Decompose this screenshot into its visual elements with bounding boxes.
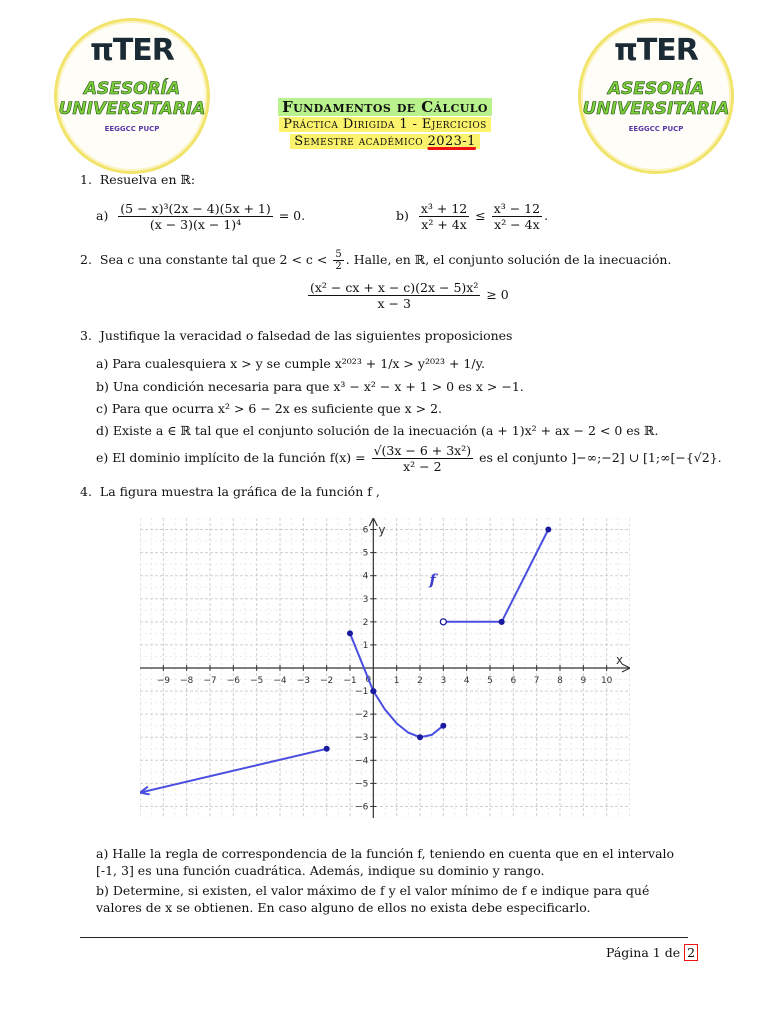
page-total-link[interactable]: 2 (684, 944, 698, 961)
x-tick-label: 1 (393, 676, 400, 686)
logo-brand: πTER (614, 33, 698, 68)
q3-b: b) Una condición necesaria para que x³ − x² − x + 1 > 0 es x > −1. (96, 379, 524, 394)
x-tick-label: −3 (296, 676, 310, 686)
logo-sub: EEGGCC PUCP (104, 125, 160, 133)
closed-point (545, 527, 551, 533)
y-tick-label: 6 (362, 525, 369, 536)
logo-sub: EEGGCC PUCP (628, 125, 684, 133)
y-tick-label: −2 (355, 710, 369, 721)
x-tick-label: −6 (226, 676, 240, 686)
q4-statement: 4. La figura muestra la gráfica de la función f , (80, 484, 380, 499)
logo-line1: ASESORÍA (607, 79, 705, 99)
q1-statement: 1. Resuelva en ℝ: (80, 172, 196, 187)
y-tick-label: −1 (355, 687, 369, 698)
logo-line2: UNIVERSITARIA (582, 99, 730, 119)
x-tick-label: −7 (203, 676, 217, 686)
q4-a: a) Halle la regla de correspondencia de la función f, teniendo en cuenta que en el intervalo [-1, 3] es una función cuadrática. Además, indique su dominio y rango. (96, 846, 675, 878)
x-tick-label: −1 (343, 676, 357, 686)
closed-point (324, 746, 330, 752)
x-tick-label: −9 (156, 676, 170, 686)
y-tick-label: −4 (355, 756, 369, 767)
x-tick-label: 3 (440, 676, 447, 686)
page-number: Página 1 de 2 (606, 944, 698, 961)
x-tick-label: 2 (417, 676, 423, 686)
q2-statement: 2. Sea c una constante tal que 2 < c < $\frac{5}{2}$ . Halle, en ℝ, el conjunto solución de la inecuación. (80, 249, 672, 272)
closed-point (440, 723, 446, 729)
closed-point (370, 688, 376, 694)
logo-left (54, 18, 210, 174)
y-tick-label: 2 (362, 617, 369, 628)
q3-c: c) Para que ocurra x² > 6 − 2x es suficiente que x > 2. (96, 401, 443, 416)
y-tick-label: 3 (362, 594, 369, 605)
q3-d: d) Existe a ∈ ℝ tal que el conjunto solución de la inecuación (a + 1)x² + ax − 2 < 0 es ℝ. (96, 423, 659, 438)
q1-a: a) $\frac{\text{(5 − x)³(2x − 4)(5x + 1)}}{\text{(x − 3)(x − 1)⁴}}$ = 0. (96, 201, 306, 232)
x-tick-label: 8 (557, 676, 563, 686)
logo-brand: πTER (90, 33, 174, 68)
doc-semester: Semestre académico 2023-1 (240, 134, 530, 149)
q2-inequality: $\frac{\text{(x² − cx + x − c)(2x − 5)x²}}{x - 3}$ ≥ 0 (310, 280, 509, 311)
x-axis-label: x (616, 653, 624, 667)
y-axis-label: y (378, 523, 386, 537)
function-label: f (429, 570, 436, 589)
closed-point (347, 630, 353, 636)
y-tick-label: 5 (362, 548, 369, 559)
q3-e: e) El dominio implícito de la función f(x) = $\frac{\text{√(3x − 6 + 3x²)}}{\text{x² − 2}}$ es el conjunto ]−∞;−2] ∪ [1;∞[−{√2}. (96, 443, 722, 474)
x-tick-label: −5 (250, 676, 264, 686)
x-tick-label: 6 (510, 676, 517, 686)
closed-point (499, 619, 505, 625)
closed-point (417, 734, 423, 740)
x-tick-label: −2 (320, 676, 334, 686)
x-tick-label: 10 (600, 676, 613, 686)
logo-right (578, 18, 734, 174)
y-tick-label: 4 (362, 571, 369, 582)
y-tick-label: −6 (355, 802, 369, 813)
doc-title: Fundamentos de Cálculo (240, 98, 530, 116)
function-graph (140, 518, 630, 818)
x-tick-label: 9 (580, 676, 587, 686)
y-tick-label: −5 (355, 779, 369, 790)
open-point (440, 619, 446, 625)
q1-b: b) $\frac{\text{x³ + 12}}{\text{x² + 4x}}$ ≤ $\frac{\text{x³ − 12}}{\text{x² − 4x}}$ . (396, 201, 549, 232)
y-tick-label: 1 (362, 640, 369, 651)
x-tick-label: −8 (180, 676, 194, 686)
doc-subtitle: Práctica Dirigida 1 - Ejercicios (240, 117, 530, 132)
logo-line1: ASESORÍA (83, 79, 181, 99)
logo-line2: UNIVERSITARIA (58, 99, 206, 119)
x-tick-label: 7 (533, 676, 540, 686)
origin-label: 0 (365, 675, 372, 685)
x-tick-label: 5 (487, 676, 493, 686)
x-tick-label: −4 (273, 676, 287, 686)
q3-statement: 3. Justifique la veracidad o falsedad de las siguientes proposiciones (80, 328, 513, 343)
q4-b: b) Determine, si existen, el valor máximo de f y el valor mínimo de f e indique para qué valores de x se obtienen. En caso alguno de ellos no exista debe especificarlo. (96, 883, 650, 915)
q3-a: a) Para cualesquiera x > y se cumple x²⁰²³ + 1/x > y²⁰²³ + 1/y. (96, 356, 485, 371)
y-tick-label: −3 (355, 733, 369, 744)
footer-rule (80, 937, 688, 938)
x-tick-label: 4 (463, 676, 470, 686)
